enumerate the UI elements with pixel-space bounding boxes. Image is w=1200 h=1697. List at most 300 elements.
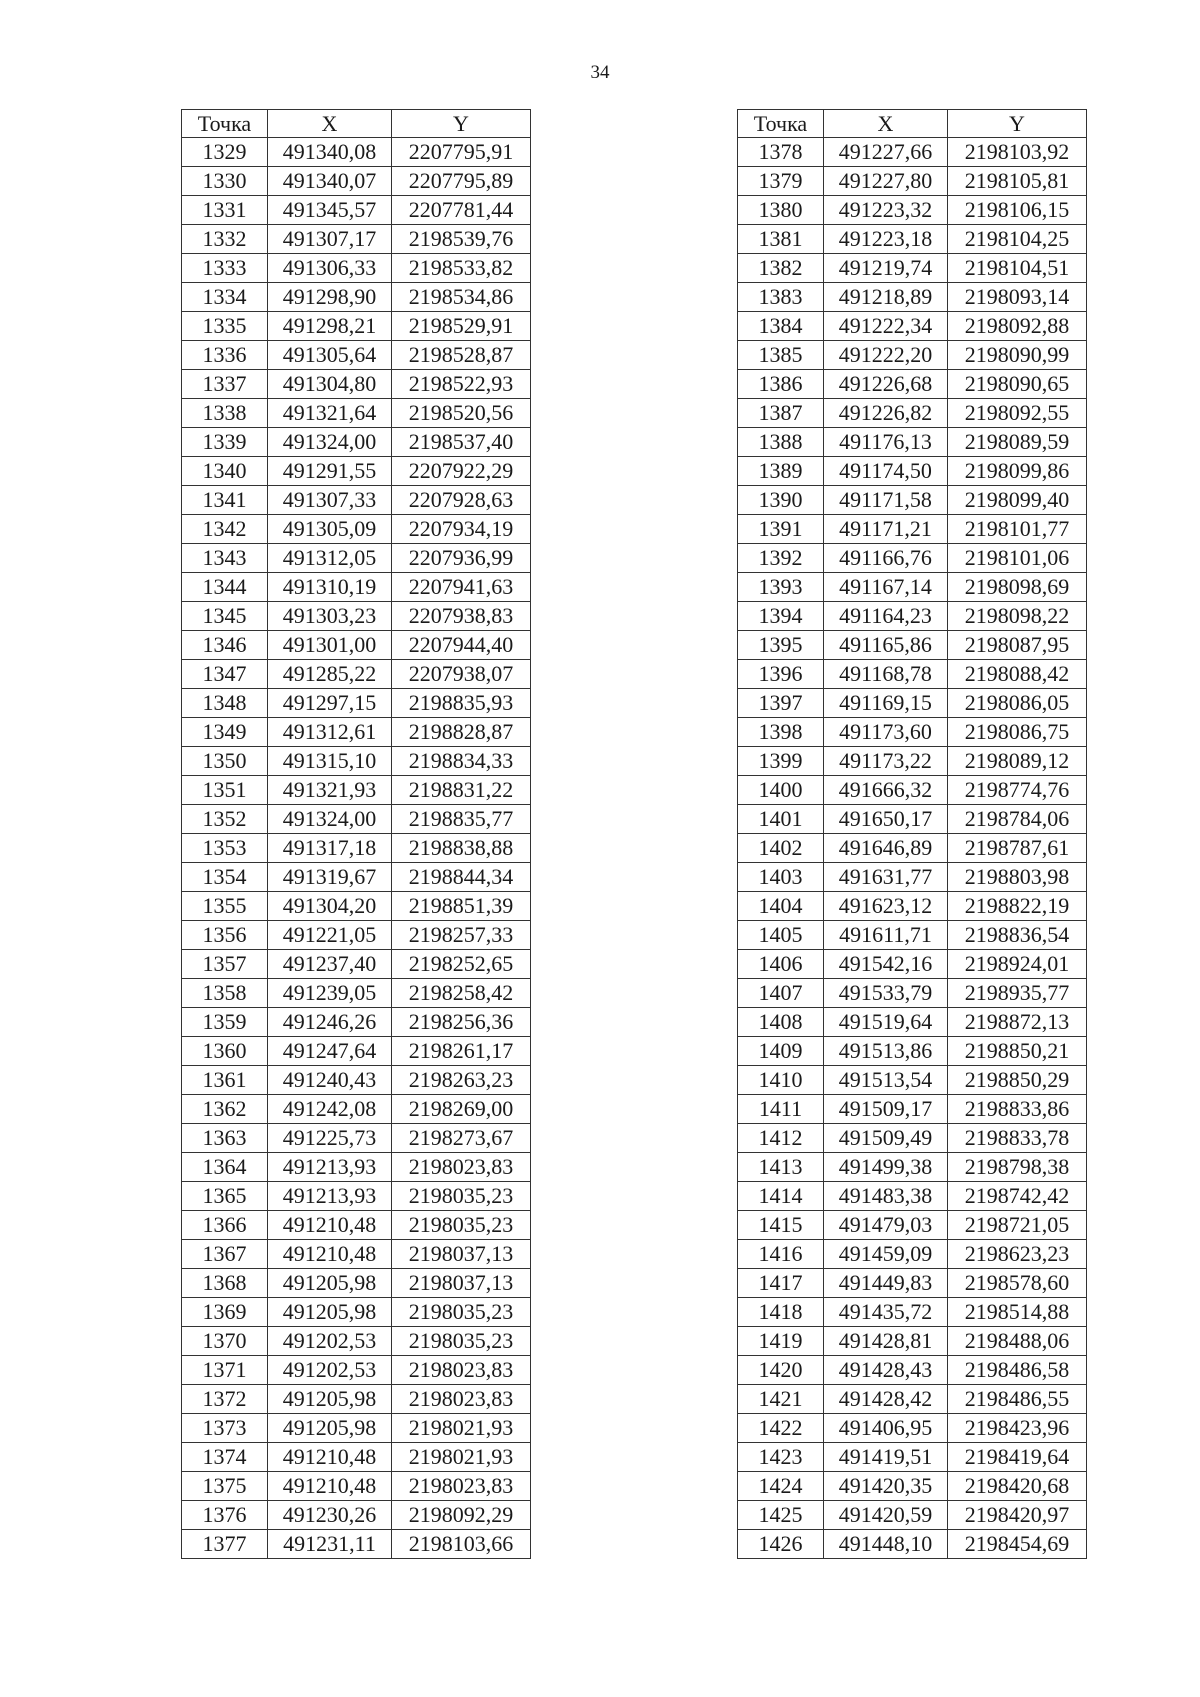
table-row <box>182 1066 531 1095</box>
cell-point: 1376 <box>182 1501 268 1530</box>
cell-y: 2198092,29 <box>392 1501 531 1530</box>
cell-x: 491221,05 <box>268 921 392 950</box>
cell-y: 2198103,92 <box>948 138 1087 167</box>
cell-point: 1407 <box>738 979 824 1008</box>
coordinates-table-left <box>181 109 531 1559</box>
cell-y: 2198539,76 <box>392 225 531 254</box>
table-row <box>182 950 531 979</box>
table-row <box>182 486 531 515</box>
cell-x: 491205,98 <box>268 1298 392 1327</box>
cell-point: 1364 <box>182 1153 268 1182</box>
table-row <box>738 805 1087 834</box>
cell-point: 1380 <box>738 196 824 225</box>
cell-x: 491227,66 <box>824 138 948 167</box>
cell-x: 491304,80 <box>268 370 392 399</box>
cell-x: 491449,83 <box>824 1269 948 1298</box>
cell-point: 1330 <box>182 167 268 196</box>
cell-y: 2198872,13 <box>948 1008 1087 1037</box>
cell-y: 2207938,07 <box>392 660 531 689</box>
cell-point: 1355 <box>182 892 268 921</box>
cell-point: 1425 <box>738 1501 824 1530</box>
cell-point: 1347 <box>182 660 268 689</box>
table-row <box>738 1211 1087 1240</box>
cell-y: 2198104,51 <box>948 254 1087 283</box>
cell-x: 491297,15 <box>268 689 392 718</box>
cell-y: 2198419,64 <box>948 1443 1087 1472</box>
table-row <box>182 544 531 573</box>
cell-x: 491291,55 <box>268 457 392 486</box>
cell-y: 2198835,93 <box>392 689 531 718</box>
cell-x: 491237,40 <box>268 950 392 979</box>
table-row <box>182 718 531 747</box>
cell-y: 2198098,22 <box>948 602 1087 631</box>
column-header-point: Точка <box>738 110 824 138</box>
cell-x: 491513,86 <box>824 1037 948 1066</box>
cell-x: 491459,09 <box>824 1240 948 1269</box>
cell-point: 1352 <box>182 805 268 834</box>
table-row <box>182 341 531 370</box>
cell-x: 491210,48 <box>268 1443 392 1472</box>
table-row <box>182 573 531 602</box>
cell-point: 1365 <box>182 1182 268 1211</box>
cell-x: 491240,43 <box>268 1066 392 1095</box>
table-header-row <box>738 110 1087 138</box>
cell-point: 1368 <box>182 1269 268 1298</box>
cell-x: 491305,09 <box>268 515 392 544</box>
cell-x: 491310,19 <box>268 573 392 602</box>
cell-x: 491202,53 <box>268 1356 392 1385</box>
cell-point: 1400 <box>738 776 824 805</box>
table-row <box>738 573 1087 602</box>
cell-x: 491317,18 <box>268 834 392 863</box>
table-row <box>738 1153 1087 1182</box>
cell-x: 491650,17 <box>824 805 948 834</box>
table-row <box>182 1501 531 1530</box>
cell-y: 2198089,59 <box>948 428 1087 457</box>
table-row <box>182 602 531 631</box>
cell-y: 2207941,63 <box>392 573 531 602</box>
cell-y: 2198093,14 <box>948 283 1087 312</box>
cell-y: 2207938,83 <box>392 602 531 631</box>
cell-x: 491226,68 <box>824 370 948 399</box>
cell-point: 1415 <box>738 1211 824 1240</box>
cell-point: 1416 <box>738 1240 824 1269</box>
cell-y: 2198021,93 <box>392 1443 531 1472</box>
table-row <box>738 950 1087 979</box>
cell-point: 1373 <box>182 1414 268 1443</box>
table-row <box>738 602 1087 631</box>
cell-y: 2198488,06 <box>948 1327 1087 1356</box>
cell-x: 491173,60 <box>824 718 948 747</box>
cell-x: 491226,82 <box>824 399 948 428</box>
cell-x: 491340,07 <box>268 167 392 196</box>
cell-point: 1381 <box>738 225 824 254</box>
cell-point: 1388 <box>738 428 824 457</box>
table-row <box>738 515 1087 544</box>
cell-x: 491479,03 <box>824 1211 948 1240</box>
table-row <box>182 660 531 689</box>
cell-point: 1370 <box>182 1327 268 1356</box>
cell-y: 2198037,13 <box>392 1269 531 1298</box>
table-row <box>182 1414 531 1443</box>
table-row <box>182 1211 531 1240</box>
table-row <box>738 1414 1087 1443</box>
cell-x: 491533,79 <box>824 979 948 1008</box>
cell-point: 1331 <box>182 196 268 225</box>
table-row <box>182 370 531 399</box>
table-row <box>738 1124 1087 1153</box>
cell-x: 491222,20 <box>824 341 948 370</box>
cell-x: 491210,48 <box>268 1240 392 1269</box>
cell-point: 1413 <box>738 1153 824 1182</box>
table-row <box>738 1298 1087 1327</box>
cell-y: 2198086,05 <box>948 689 1087 718</box>
table-row <box>182 1008 531 1037</box>
cell-point: 1359 <box>182 1008 268 1037</box>
cell-y: 2198787,61 <box>948 834 1087 863</box>
table-row <box>738 1182 1087 1211</box>
cell-point: 1379 <box>738 167 824 196</box>
cell-x: 491509,17 <box>824 1095 948 1124</box>
cell-x: 491303,23 <box>268 602 392 631</box>
cell-point: 1401 <box>738 805 824 834</box>
table-row <box>738 1240 1087 1269</box>
cell-y: 2198088,42 <box>948 660 1087 689</box>
table-row <box>182 631 531 660</box>
cell-y: 2198099,40 <box>948 486 1087 515</box>
cell-x: 491176,13 <box>824 428 948 457</box>
cell-point: 1329 <box>182 138 268 167</box>
cell-y: 2207928,63 <box>392 486 531 515</box>
table-row <box>182 254 531 283</box>
cell-y: 2198534,86 <box>392 283 531 312</box>
cell-y: 2198098,69 <box>948 573 1087 602</box>
cell-x: 491312,61 <box>268 718 392 747</box>
cell-x: 491213,93 <box>268 1182 392 1211</box>
table-row <box>738 341 1087 370</box>
cell-point: 1377 <box>182 1530 268 1559</box>
cell-y: 2198528,87 <box>392 341 531 370</box>
table-row <box>738 312 1087 341</box>
table-row <box>182 1327 531 1356</box>
cell-x: 491312,05 <box>268 544 392 573</box>
cell-x: 491420,35 <box>824 1472 948 1501</box>
cell-x: 491205,98 <box>268 1414 392 1443</box>
cell-point: 1361 <box>182 1066 268 1095</box>
cell-x: 491305,64 <box>268 341 392 370</box>
cell-point: 1420 <box>738 1356 824 1385</box>
cell-point: 1350 <box>182 747 268 776</box>
table-row <box>182 834 531 863</box>
cell-point: 1384 <box>738 312 824 341</box>
cell-point: 1333 <box>182 254 268 283</box>
table-row <box>182 1240 531 1269</box>
cell-point: 1342 <box>182 515 268 544</box>
cell-x: 491542,16 <box>824 950 948 979</box>
cell-point: 1423 <box>738 1443 824 1472</box>
table-row <box>738 1008 1087 1037</box>
cell-x: 491611,71 <box>824 921 948 950</box>
cell-x: 491428,42 <box>824 1385 948 1414</box>
table-row <box>738 1037 1087 1066</box>
cell-x: 491213,93 <box>268 1153 392 1182</box>
table-row <box>182 1530 531 1559</box>
cell-x: 491513,54 <box>824 1066 948 1095</box>
cell-x: 491227,80 <box>824 167 948 196</box>
table-row <box>182 283 531 312</box>
table-row <box>738 1530 1087 1559</box>
cell-point: 1393 <box>738 573 824 602</box>
table-row <box>182 776 531 805</box>
table-row <box>738 1501 1087 1530</box>
table-row <box>182 225 531 254</box>
cell-y: 2207934,19 <box>392 515 531 544</box>
cell-y: 2198935,77 <box>948 979 1087 1008</box>
table-row <box>738 225 1087 254</box>
cell-point: 1410 <box>738 1066 824 1095</box>
cell-point: 1406 <box>738 950 824 979</box>
cell-x: 491345,57 <box>268 196 392 225</box>
cell-point: 1398 <box>738 718 824 747</box>
cell-x: 491223,18 <box>824 225 948 254</box>
cell-x: 491324,00 <box>268 805 392 834</box>
cell-y: 2198035,23 <box>392 1211 531 1240</box>
cell-y: 2198099,86 <box>948 457 1087 486</box>
cell-y: 2198105,81 <box>948 167 1087 196</box>
cell-y: 2198035,23 <box>392 1182 531 1211</box>
cell-y: 2198106,15 <box>948 196 1087 225</box>
table-row <box>182 312 531 341</box>
cell-x: 491171,21 <box>824 515 948 544</box>
cell-point: 1394 <box>738 602 824 631</box>
cell-point: 1419 <box>738 1327 824 1356</box>
cell-point: 1346 <box>182 631 268 660</box>
cell-x: 491631,77 <box>824 863 948 892</box>
table-row <box>738 631 1087 660</box>
cell-point: 1369 <box>182 1298 268 1327</box>
cell-y: 2198261,17 <box>392 1037 531 1066</box>
cell-x: 491225,73 <box>268 1124 392 1153</box>
cell-point: 1349 <box>182 718 268 747</box>
cell-x: 491218,89 <box>824 283 948 312</box>
cell-point: 1390 <box>738 486 824 515</box>
cell-x: 491219,74 <box>824 254 948 283</box>
cell-x: 491210,48 <box>268 1472 392 1501</box>
table-row <box>738 747 1087 776</box>
table-row <box>182 863 531 892</box>
table-row <box>738 1327 1087 1356</box>
cell-x: 491509,49 <box>824 1124 948 1153</box>
cell-x: 491519,64 <box>824 1008 948 1037</box>
cell-x: 491301,00 <box>268 631 392 660</box>
cell-y: 2198269,00 <box>392 1095 531 1124</box>
column-header-point: Точка <box>182 110 268 138</box>
cell-y: 2198090,99 <box>948 341 1087 370</box>
table-row <box>738 660 1087 689</box>
cell-point: 1343 <box>182 544 268 573</box>
cell-x: 491666,32 <box>824 776 948 805</box>
cell-x: 491420,59 <box>824 1501 948 1530</box>
cell-point: 1424 <box>738 1472 824 1501</box>
table-row <box>182 428 531 457</box>
table-row <box>182 399 531 428</box>
cell-x: 491242,08 <box>268 1095 392 1124</box>
cell-y: 2198835,77 <box>392 805 531 834</box>
cell-x: 491321,93 <box>268 776 392 805</box>
cell-y: 2198089,12 <box>948 747 1087 776</box>
table-row <box>738 138 1087 167</box>
table-row <box>738 283 1087 312</box>
cell-point: 1366 <box>182 1211 268 1240</box>
cell-point: 1387 <box>738 399 824 428</box>
cell-x: 491230,26 <box>268 1501 392 1530</box>
table-row <box>738 863 1087 892</box>
cell-point: 1417 <box>738 1269 824 1298</box>
cell-x: 491222,34 <box>824 312 948 341</box>
cell-y: 2198035,23 <box>392 1327 531 1356</box>
cell-y: 2198836,54 <box>948 921 1087 950</box>
cell-point: 1367 <box>182 1240 268 1269</box>
table-header-row <box>182 110 531 138</box>
cell-y: 2198420,68 <box>948 1472 1087 1501</box>
cell-x: 491315,10 <box>268 747 392 776</box>
table-row <box>738 457 1087 486</box>
table-row <box>738 1385 1087 1414</box>
cell-y: 2198486,55 <box>948 1385 1087 1414</box>
cell-y: 2198844,34 <box>392 863 531 892</box>
cell-point: 1340 <box>182 457 268 486</box>
table-row <box>738 776 1087 805</box>
cell-y: 2198851,39 <box>392 892 531 921</box>
cell-y: 2198834,33 <box>392 747 531 776</box>
cell-x: 491231,11 <box>268 1530 392 1559</box>
cell-y: 2198454,69 <box>948 1530 1087 1559</box>
cell-y: 2198252,65 <box>392 950 531 979</box>
cell-y: 2198520,56 <box>392 399 531 428</box>
cell-y: 2207922,29 <box>392 457 531 486</box>
cell-point: 1426 <box>738 1530 824 1559</box>
cell-y: 2207795,91 <box>392 138 531 167</box>
cell-point: 1375 <box>182 1472 268 1501</box>
cell-x: 491499,38 <box>824 1153 948 1182</box>
cell-point: 1391 <box>738 515 824 544</box>
table-row <box>182 689 531 718</box>
table-row <box>738 892 1087 921</box>
table-row <box>182 1095 531 1124</box>
cell-x: 491202,53 <box>268 1327 392 1356</box>
cell-y: 2198486,58 <box>948 1356 1087 1385</box>
cell-point: 1371 <box>182 1356 268 1385</box>
cell-y: 2198035,23 <box>392 1298 531 1327</box>
cell-x: 491165,86 <box>824 631 948 660</box>
cell-point: 1363 <box>182 1124 268 1153</box>
cell-point: 1345 <box>182 602 268 631</box>
table-row <box>738 834 1087 863</box>
cell-y: 2198578,60 <box>948 1269 1087 1298</box>
cell-x: 491285,22 <box>268 660 392 689</box>
table-row <box>182 167 531 196</box>
table-row <box>182 1269 531 1298</box>
cell-x: 491448,10 <box>824 1530 948 1559</box>
table-row <box>182 1124 531 1153</box>
cell-y: 2198037,13 <box>392 1240 531 1269</box>
table-row <box>182 457 531 486</box>
cell-x: 491173,22 <box>824 747 948 776</box>
cell-point: 1362 <box>182 1095 268 1124</box>
table-row <box>182 515 531 544</box>
cell-x: 491168,78 <box>824 660 948 689</box>
cell-y: 2207936,99 <box>392 544 531 573</box>
cell-y: 2198833,78 <box>948 1124 1087 1153</box>
cell-y: 2198537,40 <box>392 428 531 457</box>
cell-point: 1351 <box>182 776 268 805</box>
cell-y: 2198522,93 <box>392 370 531 399</box>
cell-point: 1341 <box>182 486 268 515</box>
table-row <box>182 1182 531 1211</box>
cell-point: 1374 <box>182 1443 268 1472</box>
cell-y: 2198742,42 <box>948 1182 1087 1211</box>
cell-point: 1354 <box>182 863 268 892</box>
cell-y: 2207781,44 <box>392 196 531 225</box>
cell-x: 491298,90 <box>268 283 392 312</box>
cell-y: 2198838,88 <box>392 834 531 863</box>
cell-y: 2198850,29 <box>948 1066 1087 1095</box>
table-row <box>182 892 531 921</box>
table-row <box>738 196 1087 225</box>
table-row <box>182 138 531 167</box>
cell-y: 2198420,97 <box>948 1501 1087 1530</box>
cell-y: 2198090,65 <box>948 370 1087 399</box>
cell-x: 491239,05 <box>268 979 392 1008</box>
table-row <box>738 254 1087 283</box>
column-header-y: Y <box>948 110 1087 138</box>
table-row <box>738 1066 1087 1095</box>
cell-y: 2198798,38 <box>948 1153 1087 1182</box>
cell-point: 1389 <box>738 457 824 486</box>
cell-x: 491223,32 <box>824 196 948 225</box>
cell-y: 2198529,91 <box>392 312 531 341</box>
cell-point: 1332 <box>182 225 268 254</box>
cell-x: 491319,67 <box>268 863 392 892</box>
table-row <box>182 921 531 950</box>
cell-point: 1397 <box>738 689 824 718</box>
cell-point: 1338 <box>182 399 268 428</box>
cell-y: 2198257,33 <box>392 921 531 950</box>
cell-y: 2198263,23 <box>392 1066 531 1095</box>
cell-y: 2198023,83 <box>392 1472 531 1501</box>
table-row <box>738 689 1087 718</box>
coordinates-table-right <box>737 109 1087 1559</box>
table-body <box>182 138 531 1559</box>
cell-point: 1411 <box>738 1095 824 1124</box>
table-row <box>738 399 1087 428</box>
cell-point: 1353 <box>182 834 268 863</box>
cell-x: 491169,15 <box>824 689 948 718</box>
column-header-y: Y <box>392 110 531 138</box>
table-row <box>182 1472 531 1501</box>
table-row <box>182 805 531 834</box>
cell-x: 491246,26 <box>268 1008 392 1037</box>
cell-y: 2207944,40 <box>392 631 531 660</box>
cell-point: 1414 <box>738 1182 824 1211</box>
cell-x: 491164,23 <box>824 602 948 631</box>
cell-y: 2198803,98 <box>948 863 1087 892</box>
table-row <box>738 428 1087 457</box>
table-body <box>738 138 1087 1559</box>
cell-point: 1421 <box>738 1385 824 1414</box>
cell-point: 1392 <box>738 544 824 573</box>
table-row <box>738 1095 1087 1124</box>
